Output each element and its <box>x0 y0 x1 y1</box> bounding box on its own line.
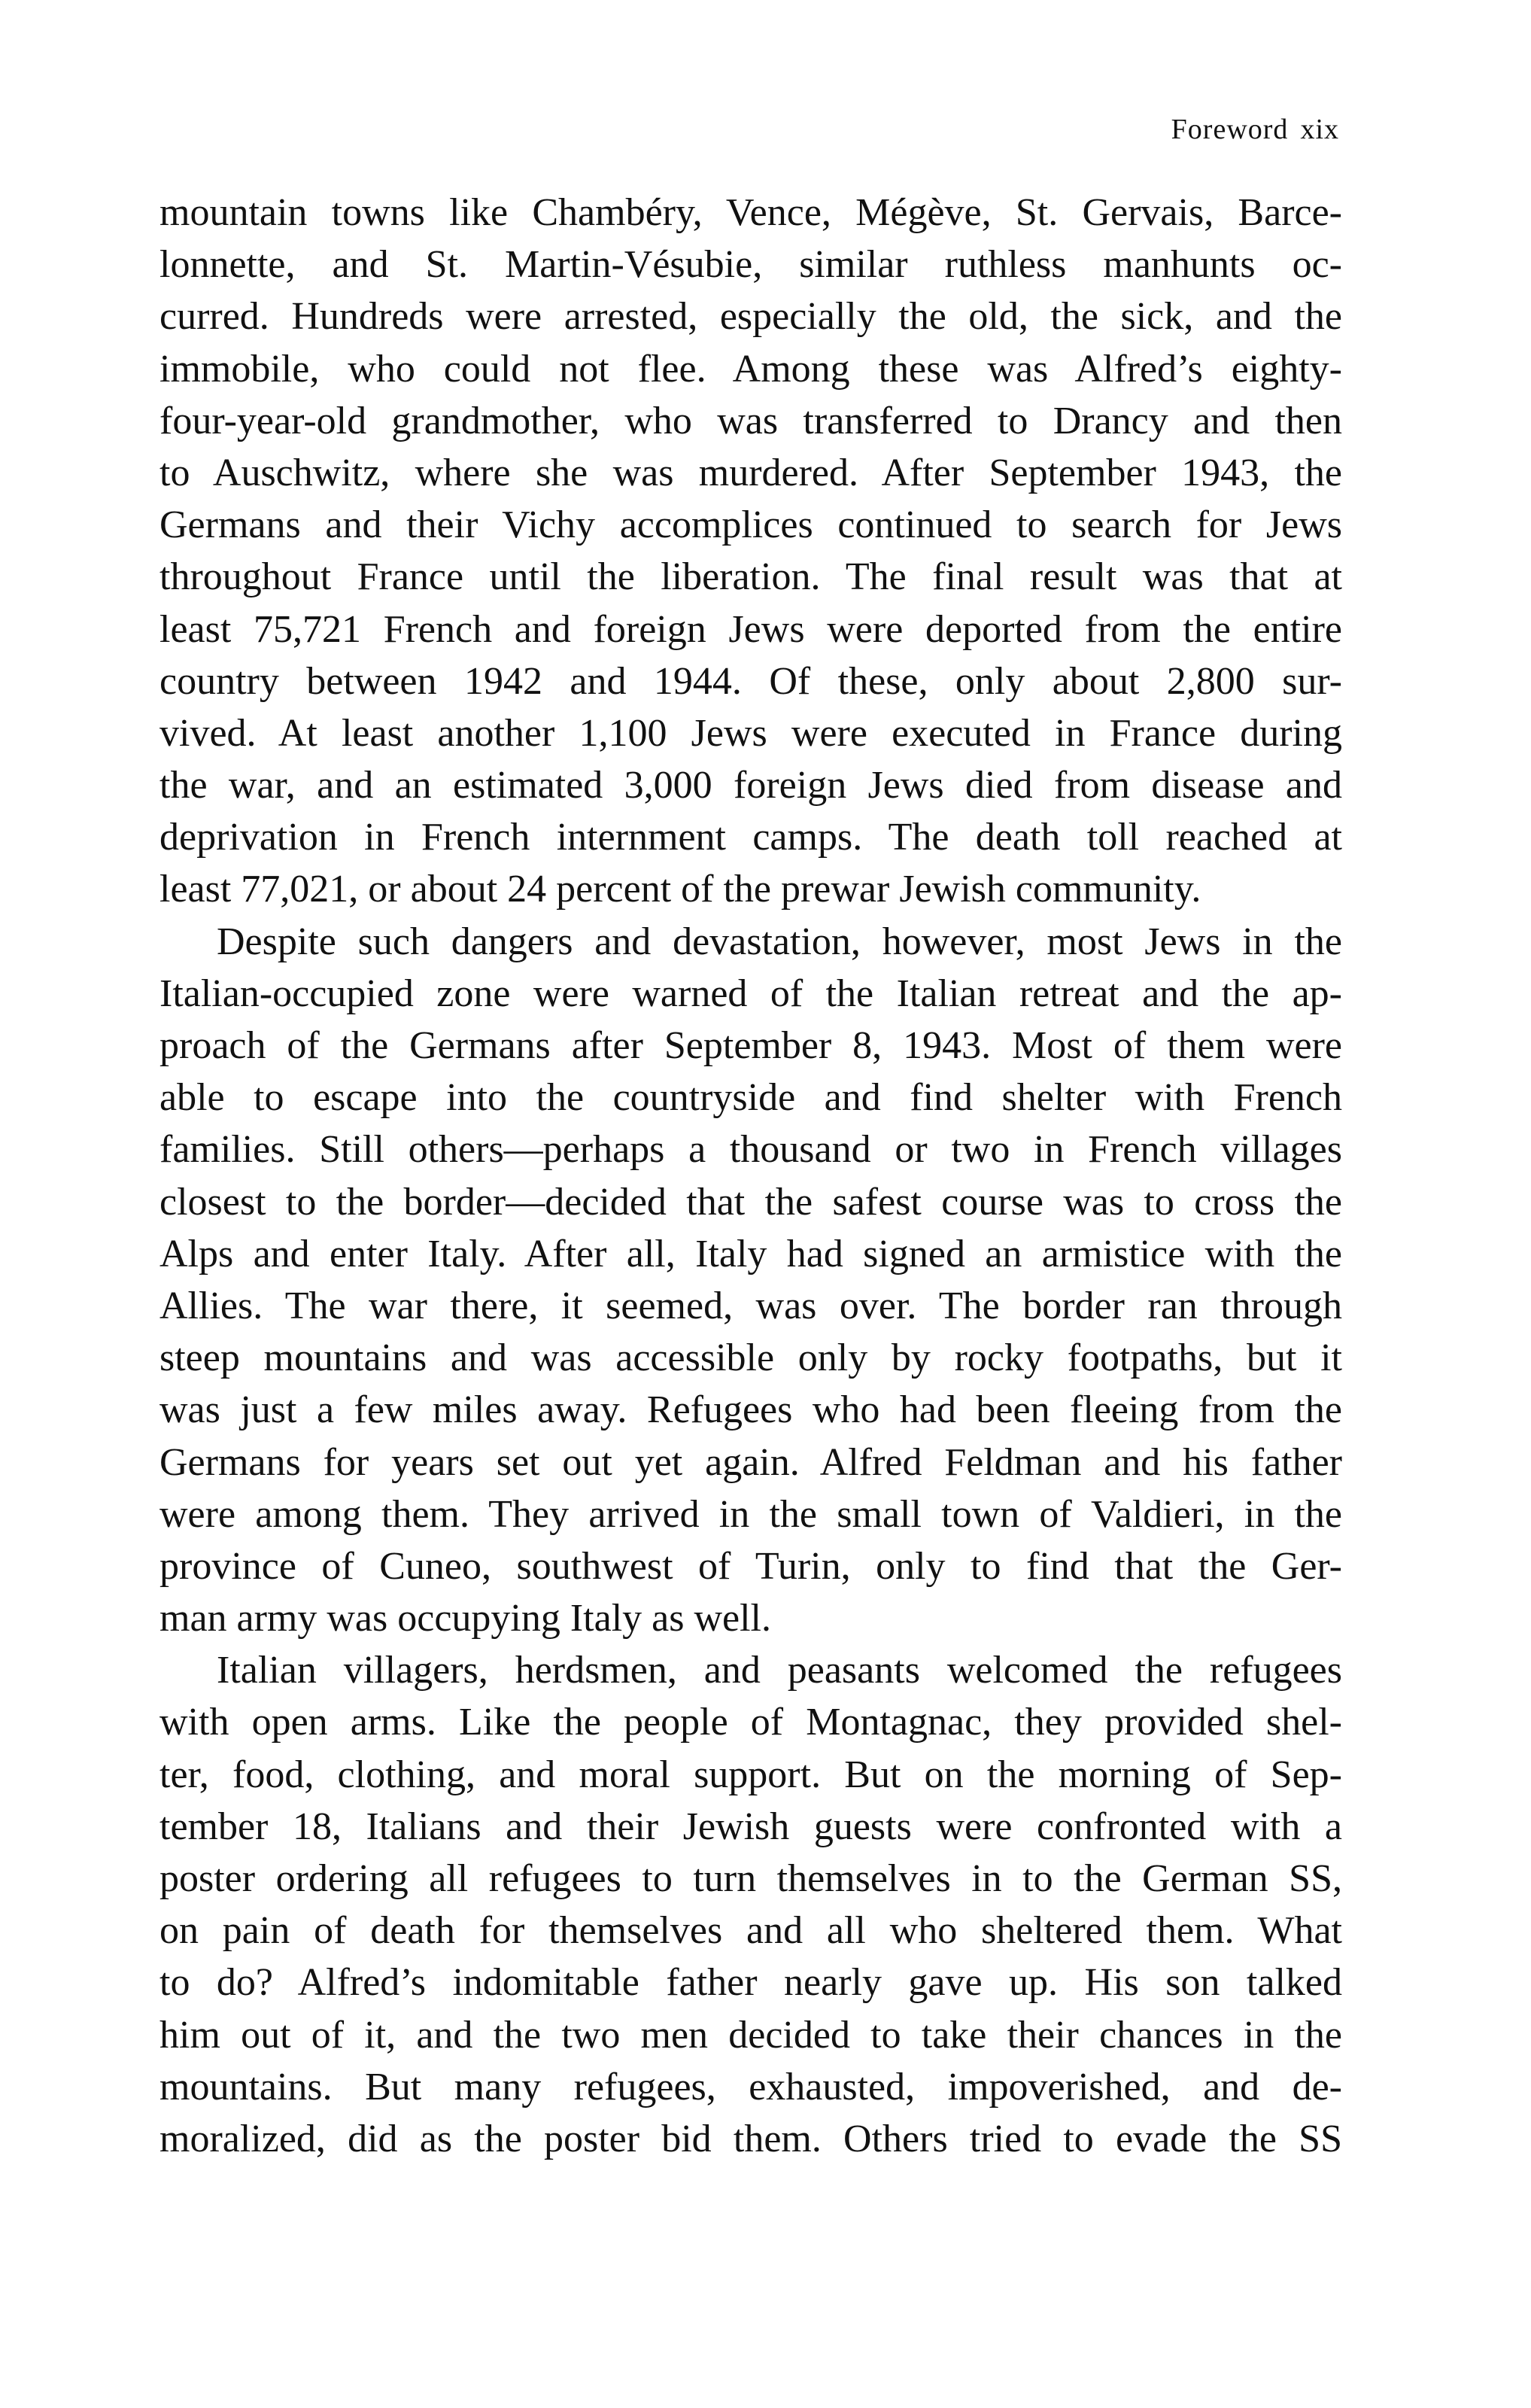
text-line: deprivation in French internment camps. The death toll reached at <box>159 816 1342 859</box>
text-line: the war, and an estimated 3,000 foreign Jews died from disease and <box>159 764 1342 807</box>
text-line: families. Still others—perhaps a thousand or two in French villages <box>159 1128 1342 1172</box>
text-line: Allies. The war there, it seemed, was over. The border ran through <box>159 1284 1342 1327</box>
text-line: steep mountains and was accessible only by rocky footpaths, but it <box>159 1336 1342 1380</box>
body-text <box>159 187 1342 2165</box>
text-line: with open arms. Like the people of Montagnac, they provided shel- <box>159 1701 1342 1744</box>
text-line: lonnette, and St. Martin-Vésubie, similar ruthless manhunts oc- <box>159 243 1342 287</box>
text-line: Italian villagers, herdsmen, and peasants welcomed the refugees <box>217 1649 1342 1692</box>
text-line: Germans and their Vichy accomplices continued to search for Jews <box>159 503 1342 547</box>
running-head <box>1171 113 1339 146</box>
text-line: able to escape into the countryside and find shelter with French <box>159 1076 1342 1120</box>
text-line: Alps and enter Italy. After all, Italy had signed an armistice with the <box>159 1232 1342 1275</box>
text-line: mountains. But many refugees, exhausted, impoverished, and de- <box>159 2065 1342 2109</box>
text-line: Italian-occupied zone were warned of the Italian retreat and the ap- <box>159 971 1342 1015</box>
text-line: four-year-old grandmother, who was transferred to Drancy and then <box>159 399 1342 442</box>
text-line: were among them. They arrived in the small town of Valdieri, in the <box>159 1492 1342 1536</box>
text-line: moralized, did as the poster bid them. Others tried to evade the SS <box>159 2117 1342 2160</box>
text-line: curred. Hundreds were arrested, especially the old, the sick, and the <box>159 295 1342 339</box>
text-line: was just a few miles away. Refugees who had been fleeing from the <box>159 1388 1342 1432</box>
text-line: province of Cuneo, southwest of Turin, only to find that the Ger- <box>159 1544 1342 1588</box>
text-line: least 77,021, or about 24 percent of the prewar Jewish community. <box>159 868 1201 911</box>
text-line: proach of the Germans after September 8, 1943. Most of them were <box>159 1024 1342 1067</box>
text-line: throughout France until the liberation. The final result was that at <box>159 555 1342 599</box>
text-line: man army was occupying Italy as well. <box>159 1597 771 1640</box>
text-line: Germans for years set out yet again. Alfred Feldman and his father <box>159 1440 1342 1484</box>
text-line: immobile, who could not flee. Among these was Alfred’s eighty- <box>159 347 1342 391</box>
text-line: Despite such dangers and devastation, however, most Jews in the <box>217 920 1342 963</box>
page-number: xix <box>1300 114 1339 145</box>
running-head-section: Foreword <box>1171 114 1289 145</box>
paragraph-1 <box>159 187 1342 916</box>
text-line: country between 1942 and 1944. Of these, only about 2,800 sur- <box>159 659 1342 703</box>
text-line: vived. At least another 1,100 Jews were executed in France during <box>159 711 1342 755</box>
paragraph-3 <box>159 1644 1342 2165</box>
text-line: least 75,721 French and foreign Jews were deported from the entire <box>159 607 1342 651</box>
text-line: closest to the border—decided that the safest course was to cross the <box>159 1180 1342 1224</box>
text-line: to do? Alfred’s indomitable father nearly gave up. His son talked <box>159 1961 1342 2005</box>
text-line: ter, food, clothing, and moral support. But on the morning of Sep- <box>159 1753 1342 1796</box>
text-line: him out of it, and the two men decided to take their chances in the <box>159 2013 1342 2057</box>
text-line: tember 18, Italians and their Jewish guests were confronted with a <box>159 1804 1342 1848</box>
text-line: mountain towns like Chambéry, Vence, Mégève, St. Gervais, Barce- <box>159 191 1342 234</box>
text-line: on pain of death for themselves and all who sheltered them. What <box>159 1909 1342 1953</box>
text-line: poster ordering all refugees to turn themselves in to the German SS, <box>159 1857 1342 1900</box>
text-line: to Auschwitz, where she was murdered. After September 1943, the <box>159 451 1342 494</box>
paragraph-2 <box>159 916 1342 1645</box>
